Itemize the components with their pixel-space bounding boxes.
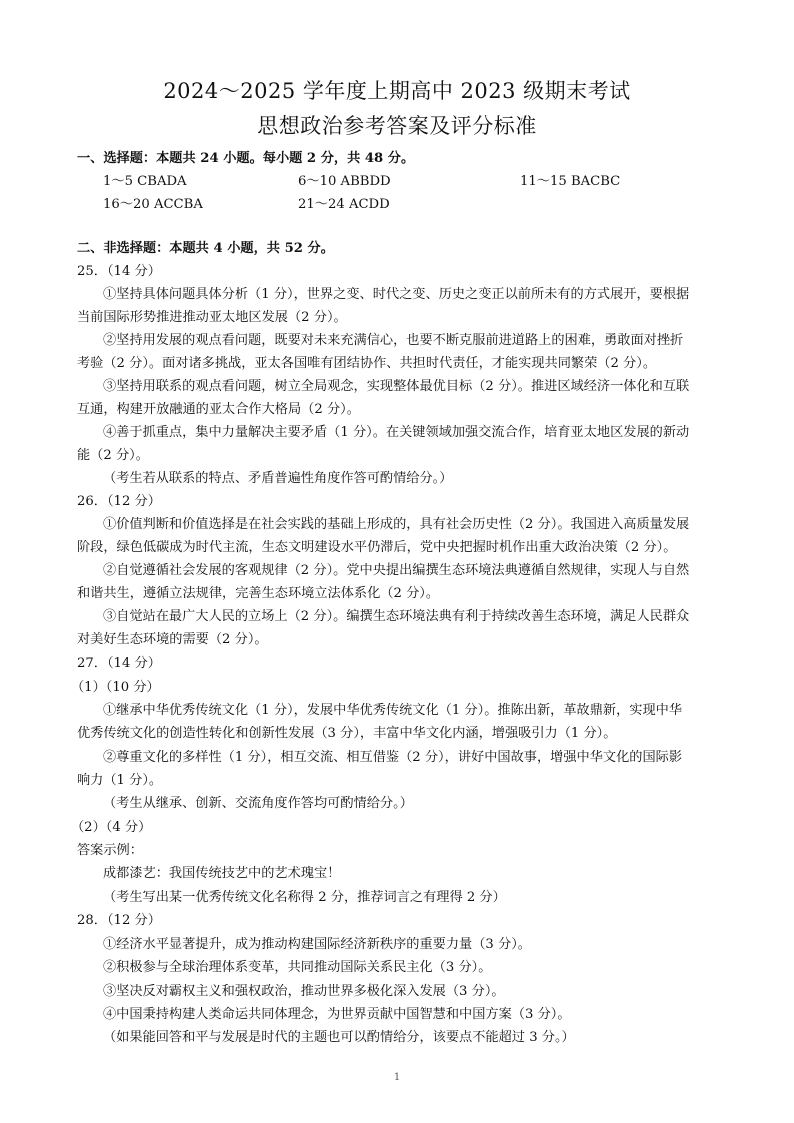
answer-group-6-10: 6～10 ABBDD <box>298 174 391 189</box>
q25-line: ④善于抓重点，集中力量解决主要矛盾（1 分）。在关键领域加强交流合作，培育亚太地区发展的新动 <box>103 425 690 440</box>
q28-line: ④中国秉持构建人类命运共同体理念，为世界贡献中国智慧和中国方案（3 分）。 <box>103 1007 571 1022</box>
question-26-header: 26．（12 分） <box>77 494 161 509</box>
q27-note: （考生从继承、创新、交流角度作答均可酌情给分。） <box>103 796 413 811</box>
q25-line: 当前国际形势推进推动亚太地区发展（2 分）。 <box>77 310 347 325</box>
q26-line: ①价值判断和价值选择是在社会实践的基础上形成的，具有社会历史性（2 分）。我国进入高质量发展 <box>103 517 690 532</box>
page-number: 1 <box>393 1072 401 1083</box>
q25-line: ③坚持用联系的观点看问题，树立全局观念，实现整体最优目标（2 分）。推进区域经济一体化和互联 <box>103 379 690 394</box>
q27-sub1-header: （1）（10 分） <box>71 680 160 695</box>
q27-line: 响力（1 分）。 <box>77 773 163 788</box>
q26-line: 对美好生态环境的需要（2 分）。 <box>77 632 268 647</box>
q28-note: （如果能回答和平与发展是时代的主题也可以酌情给分，该要点不能超过 3 分。） <box>103 1030 575 1045</box>
document-title: 2024～2025 学年度上期高中 2023 级期末考试 <box>163 79 631 103</box>
q25-line: ②坚持用发展的观点看问题，既要对未来充满信心，也要不断克服前进道路上的困难，勇敢面对挫折 <box>103 333 684 348</box>
section-essay-heading: 二、非选择题：本题共 4 小题，共 52 分。 <box>77 241 334 256</box>
q27-line: 优秀传统文化的创造性转化和创新性发展（3 分），丰富中华文化内涵，增强吸引力（1 分）。 <box>77 726 617 741</box>
q26-line: 和谐共生，遵循立法规律，完善生态环境立法体系化（2 分）。 <box>77 586 440 601</box>
q27-note: （考生写出某一优秀传统文化名称得 2 分，推荐词言之有理得 2 分） <box>103 890 506 905</box>
q25-note: （考生若从联系的特点、矛盾普遍性角度作答可酌情给分。） <box>103 471 453 486</box>
answer-group-11-15: 11～15 BACBC <box>520 174 621 189</box>
q27-sub2-header: （2）（4 分） <box>71 820 152 835</box>
q26-line: 阶段，绿色低碳成为时代主流，生态文明建设水平仍滞后，党中央把握时机作出重大政治决策（2 分）。 <box>77 540 677 555</box>
q26-line: ②自觉遵循社会发展的客观规律（2 分）。党中央提出编撰生态环境法典遵循自然规律，实现人与自然 <box>103 563 690 578</box>
q27-example: 成都漆艺：我国传统技艺中的艺术瑰宝！ <box>103 866 341 881</box>
answer-group-16-20: 16～20 ACCBA <box>103 197 203 212</box>
answer-group-21-24: 21～24 ACDD <box>298 197 390 212</box>
answer-example-label: 答案示例： <box>77 843 143 858</box>
q26-line: ③自觉站在最广大人民的立场上（2 分）。编撰生态环境法典有利于持续改善生态环境，满足人民群众 <box>103 609 690 624</box>
q25-line: ①坚持具体问题具体分析（1 分），世界之变、时代之变、历史之变正以前所未有的方式展开，要根据 <box>103 287 690 302</box>
q28-line: ①经济水平显著提升，成为推动构建国际经济新秩序的重要力量（3 分）。 <box>103 937 531 952</box>
q25-line: 互通，构建开放融通的亚太合作大格局（2 分）。 <box>77 402 360 417</box>
q25-line: 能（2 分）。 <box>77 448 149 463</box>
document-subtitle: 思想政治参考答案及评分标准 <box>257 114 537 138</box>
question-25-header: 25．（14 分） <box>77 264 161 279</box>
section-choice-heading: 一、选择题：本题共 24 小题。每小题 2 分，共 48 分。 <box>77 151 415 166</box>
q27-line: ①继承中华优秀传统文化（1 分），发展中华优秀传统文化（1 分）。推陈出新，革故鼎新，实现中华 <box>103 703 683 718</box>
q28-line: ③坚决反对霸权主义和强权政治，推动世界多极化深入发展（3 分）。 <box>103 984 505 999</box>
q28-line: ②积极参与全球治理体系变革，共同推动国际关系民主化（3 分）。 <box>103 960 492 975</box>
question-28-header: 28．（12 分） <box>77 913 161 928</box>
q25-line: 考验（2 分）。面对诸多挑战，亚太各国唯有团结协作、共担时代责任，才能实现共同繁荣（2 分）。 <box>77 356 657 371</box>
q27-line: ②尊重文化的多样性（1 分），相互交流、相互借鉴（2 分），讲好中国故事，增强中华文化的国际影 <box>103 750 683 765</box>
question-27-header: 27．（14 分） <box>77 656 161 671</box>
answer-group-1-5: 1～5 CBADA <box>103 174 187 189</box>
